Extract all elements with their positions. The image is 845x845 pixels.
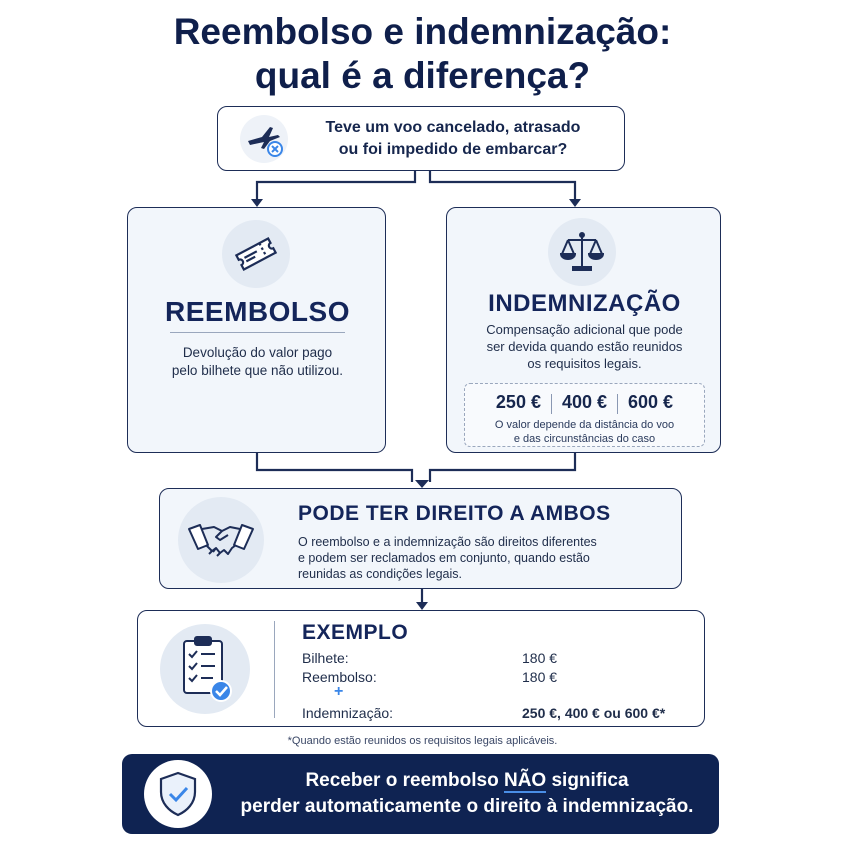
footer-line-1 <box>222 768 712 794</box>
exemplo-divider <box>274 621 275 718</box>
indemnizacao-heading: INDEMNIZAÇÃO <box>488 290 681 317</box>
exemplo-card <box>137 610 705 727</box>
exemplo-row-bilhete-label: Bilhete: <box>302 650 349 666</box>
amounts-note <box>465 418 704 446</box>
exemplo-row-bilhete-value: 180 € <box>522 650 558 666</box>
question-line-2: ou foi impedido de embarcar? <box>338 141 568 158</box>
reembolso-line-2: pelo bilhete que não utilizou. <box>171 363 344 378</box>
indemnizacao-line-3: os requisitos legais. <box>527 356 642 371</box>
exemplo-heading: EXEMPLO <box>302 621 409 644</box>
ambos-heading: PODE TER DIREITO A AMBOS <box>298 502 611 525</box>
reembolso-divider <box>170 332 345 333</box>
ambos-description <box>298 534 678 582</box>
amounts-row <box>465 392 704 414</box>
indemnizacao-line-1: Compensação adicional que pode <box>486 322 683 337</box>
exemplo-row-indemnizacao-value: 250 €, 400 € ou 600 €* <box>522 705 666 721</box>
footer-message <box>222 768 712 820</box>
title-line-2: qual é a diferença? <box>254 55 591 96</box>
question-line-1: Teve um voo cancelado, atrasado <box>325 119 581 136</box>
question-card <box>217 106 625 171</box>
indemnizacao-line-2: ser devida quando estão reunidos <box>486 339 683 354</box>
footnote: *Quando estão reunidos os requisitos legais aplicáveis. <box>287 735 558 747</box>
ambos-line-2: e podem ser reclamados em conjunto, quando estão <box>298 551 590 565</box>
exemplo-row-reembolso-value: 180 € <box>522 669 558 685</box>
amounts-box <box>464 383 705 447</box>
footer-banner <box>122 754 719 834</box>
exemplo-row-reembolso-label: Reembolso: <box>302 669 377 685</box>
ambos-line-3: reunidas as condições legais. <box>298 567 462 581</box>
reembolso-card <box>127 207 386 453</box>
amount-400: 400 € <box>561 392 608 412</box>
amount-250: 250 € <box>495 392 541 412</box>
exemplo-row-indemnizacao-label: Indemnização: <box>302 705 394 721</box>
shield-check-icon <box>144 760 212 828</box>
amount-600: 600 € <box>628 392 674 412</box>
plus-sign: + <box>334 683 344 700</box>
footer-post: significa <box>546 770 629 791</box>
title-line-1: Reembolso e indemnização: <box>173 11 672 52</box>
ambos-line-1: O reembolso e a indemnização são direitos diferentes <box>298 535 597 549</box>
checklist-icon <box>160 624 250 714</box>
airplane-cancel-icon <box>240 115 288 163</box>
amounts-note-2: e das circunstâncias do caso <box>513 433 656 445</box>
reembolso-line-1: Devolução do valor pago <box>182 345 333 360</box>
footer-line-2: perder automaticamente o direito à indemnização. <box>240 796 694 817</box>
amounts-note-1: O valor depende da distância do voo <box>494 419 675 431</box>
ticket-icon <box>222 220 290 288</box>
reembolso-heading: REEMBOLSO <box>165 296 350 327</box>
indemnizacao-card <box>446 207 721 453</box>
indemnizacao-description <box>447 321 722 372</box>
scales-icon <box>548 218 616 286</box>
reembolso-description <box>128 344 387 380</box>
handshake-icon <box>178 497 264 583</box>
question-text <box>293 117 613 161</box>
footer-nao: NÃO <box>503 770 547 791</box>
ambos-card <box>159 488 682 589</box>
footer-pre: Receber o reembolso <box>305 770 504 791</box>
